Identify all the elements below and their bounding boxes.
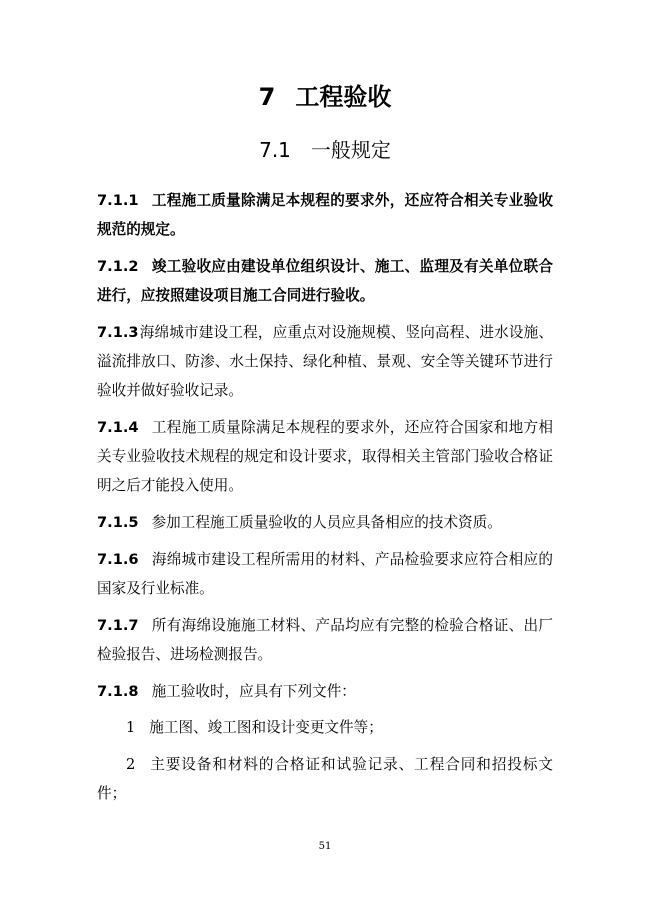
clause-text: 竣工验收应由建设单位组织设计、施工、监理及有关单位联合进行，应按照建设项目施工合同进行验收。: [97, 257, 553, 305]
section-title: [0, 137, 650, 163]
chapter-title: [0, 82, 650, 112]
clause-text: 参加工程施工质量验收的人员应具备相应的技术资质。: [151, 514, 502, 532]
list-item-text: 施工图、竣工图和设计变更文件等；: [149, 719, 383, 737]
clause-text: 所有海绵设施施工材料、产品均应有完整的检验合格证、出厂检验报告、进场检测报告。: [97, 616, 553, 663]
section-title-text: 一般规定: [310, 138, 391, 162]
list-item-number: 1: [126, 719, 136, 737]
page-number: 51: [318, 841, 332, 852]
chapter-title-text: 工程验收: [295, 83, 392, 111]
clause-text: 工程施工质量除满足本规程的要求外，还应符合相关专业验收规范的规定。: [97, 192, 553, 239]
clause-number: 7.1.3: [97, 323, 139, 341]
clause-7-1-4: [97, 413, 553, 501]
clause-7-1-1: [97, 186, 553, 244]
clause-number: 7.1.6: [97, 550, 139, 568]
chapter-number: 7: [258, 83, 276, 111]
list-item: [97, 713, 553, 742]
clause-text: 海绵城市建设工程，应重点对设施规模、竖向高程、进水设施、溢流排放口、防渗、水土保持、绿化种植、景观、安全等关键环节进行验收并做好验收记录。: [97, 323, 553, 400]
clause-text: 施工验收时，应具有下列文件：: [151, 682, 356, 700]
clause-7-1-5: [97, 508, 553, 537]
clause-7-1-8: [97, 677, 553, 706]
document-body: [97, 186, 553, 816]
clause-7-1-7: [97, 611, 553, 669]
clause-7-1-6: [97, 545, 553, 603]
section-number: 7.1: [259, 138, 291, 162]
clause-text: 海绵城市建设工程所需用的材料、产品检验要求应符合相应的国家及行业标准。: [97, 550, 553, 597]
clause-text: 工程施工质量除满足本规程的要求外，还应符合国家和地方相关专业验收技术规程的规定和设计要求，取得相关主管部门验收合格证明之后才能投入使用。: [97, 418, 553, 495]
clause-7-1-3: [97, 318, 553, 406]
list-item: [97, 750, 553, 808]
list-item-number: 2: [126, 755, 136, 773]
clause-number: 7.1.4: [97, 418, 139, 436]
clause-number: 7.1.2: [97, 257, 139, 275]
clause-number: 7.1.8: [97, 682, 139, 700]
clause-number: 7.1.7: [97, 616, 139, 634]
clause-7-1-2: [97, 252, 553, 310]
list-item-text: 主要设备和材料的合格证和试验记录、工程合同和招投标文件；: [97, 755, 553, 803]
clause-number: 7.1.1: [97, 192, 139, 209]
clause-number: 7.1.5: [97, 514, 139, 532]
